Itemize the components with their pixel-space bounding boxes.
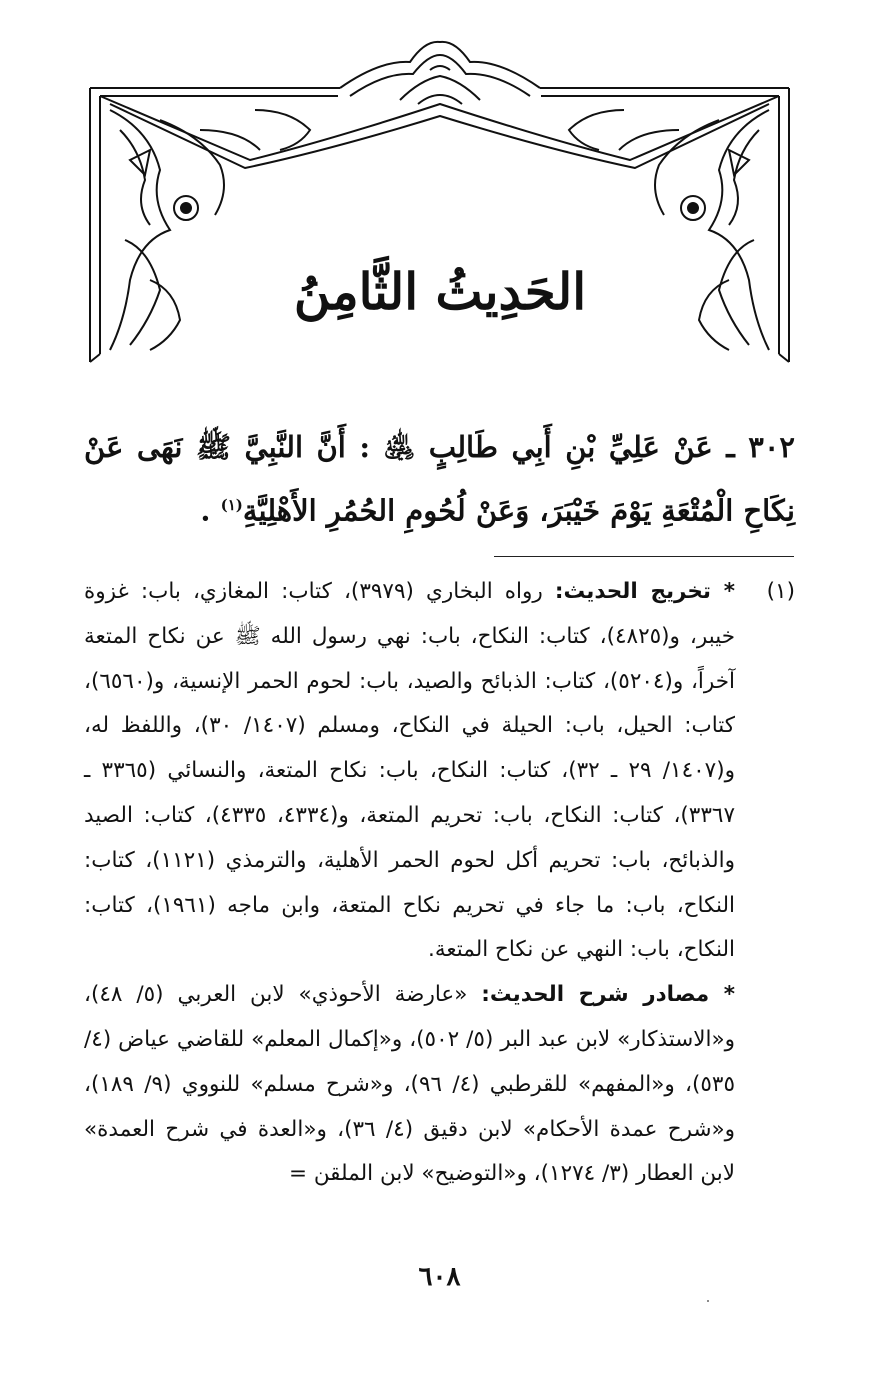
takhrij-text: رواه البخاري (٣٩٧٩)، كتاب: المغازي، باب: غزوة خيبر، و(٤٨٢٥)، كتاب: النكاح، باب: نهي رسول الله ﷺ عن نكاح المتعة آخراً، و(٥٢٠٤)، كتاب: الذبائح والصيد، باب: لحوم الحمر الإنسية، و(٦٥٦٠)، كتاب: الحيل، باب: الحيلة في النكاح، ومسلم (١٤٠٧/ ٣٠)، واللفظ له، و(١٤٠٧/ ٢٩ ـ ٣٢)، كتاب: النكاح، باب: نكاح المتعة، والنسائي (٣٣٦٥ ـ ٣٣٦٧)، كتاب: النكاح، باب: تحريم المتعة، و(٤٣٣٤، ٤٣٣٥)، كتاب: الصيد والذبائح، باب: تحريم أكل لحوم الحمر الأهلية، والترمذي (١١٢١)، كتاب: النكاح، باب: ما جاء في تحريم نكاح المتعة، وابن ماجه (١٩٦١)، كتاب: النكاح، باب: النهي عن نكاح المتعة. xyxy=(84,579,736,963)
footnote-reference: (١) xyxy=(220,496,243,514)
takhrij-paragraph xyxy=(84,570,735,973)
sources-paragraph xyxy=(84,973,735,1197)
footnote-marker: (١) xyxy=(766,579,795,604)
page-number: ٦٠٨ xyxy=(418,1262,461,1292)
sources-text: «عارضة الأحوذي» لابن العربي (٥/ ٤٨)، و«الاستذكار» لابن عبد البر (٥/ ٥٠٢)، و«إكمال المعلم» للقاضي عياض (٤/ ٥٣٥)، و«المفهم» للقرطبي (٤/ ٩٦)، و«شرح مسلم» للنووي (٩/ ١٨٩)، و«شرح عمدة الأحكام» لابن دقيق (٤/ ٣٦)، و«العدة في شرح العمدة» لابن العطار (٣/ ١٢٧٤)، و«التوضيح» لابن الملقن = xyxy=(84,982,736,1187)
hadith-end: . xyxy=(200,493,221,528)
takhrij-label: * تخريج الحديث: xyxy=(554,579,735,604)
hadith-text xyxy=(84,418,795,540)
scan-speck xyxy=(707,1300,709,1302)
hadith-number: ٣٠٢ ـ xyxy=(726,430,795,464)
sources-label: * مصادر شرح الحديث: xyxy=(481,982,735,1008)
footnote-divider xyxy=(494,556,794,557)
footnotes xyxy=(84,570,795,1197)
page-title: الحَدِيثُ الثَّامِنُ xyxy=(293,262,587,321)
ornamental-header-frame xyxy=(0,0,879,380)
hadith-body: عَنْ عَلِيِّ بْنِ أَبِي طَالِبٍ ﵁ : أَنَّ النَّبِيَّ ﷺ نَهَى عَنْ نِكَاحِ الْمُتْعَةِ يَوْمَ خَيْبَرَ، وَعَنْ لُحُومِ الحُمُرِ الأَهْلِيَّةِ xyxy=(84,430,795,528)
footnote-1 xyxy=(84,570,795,973)
